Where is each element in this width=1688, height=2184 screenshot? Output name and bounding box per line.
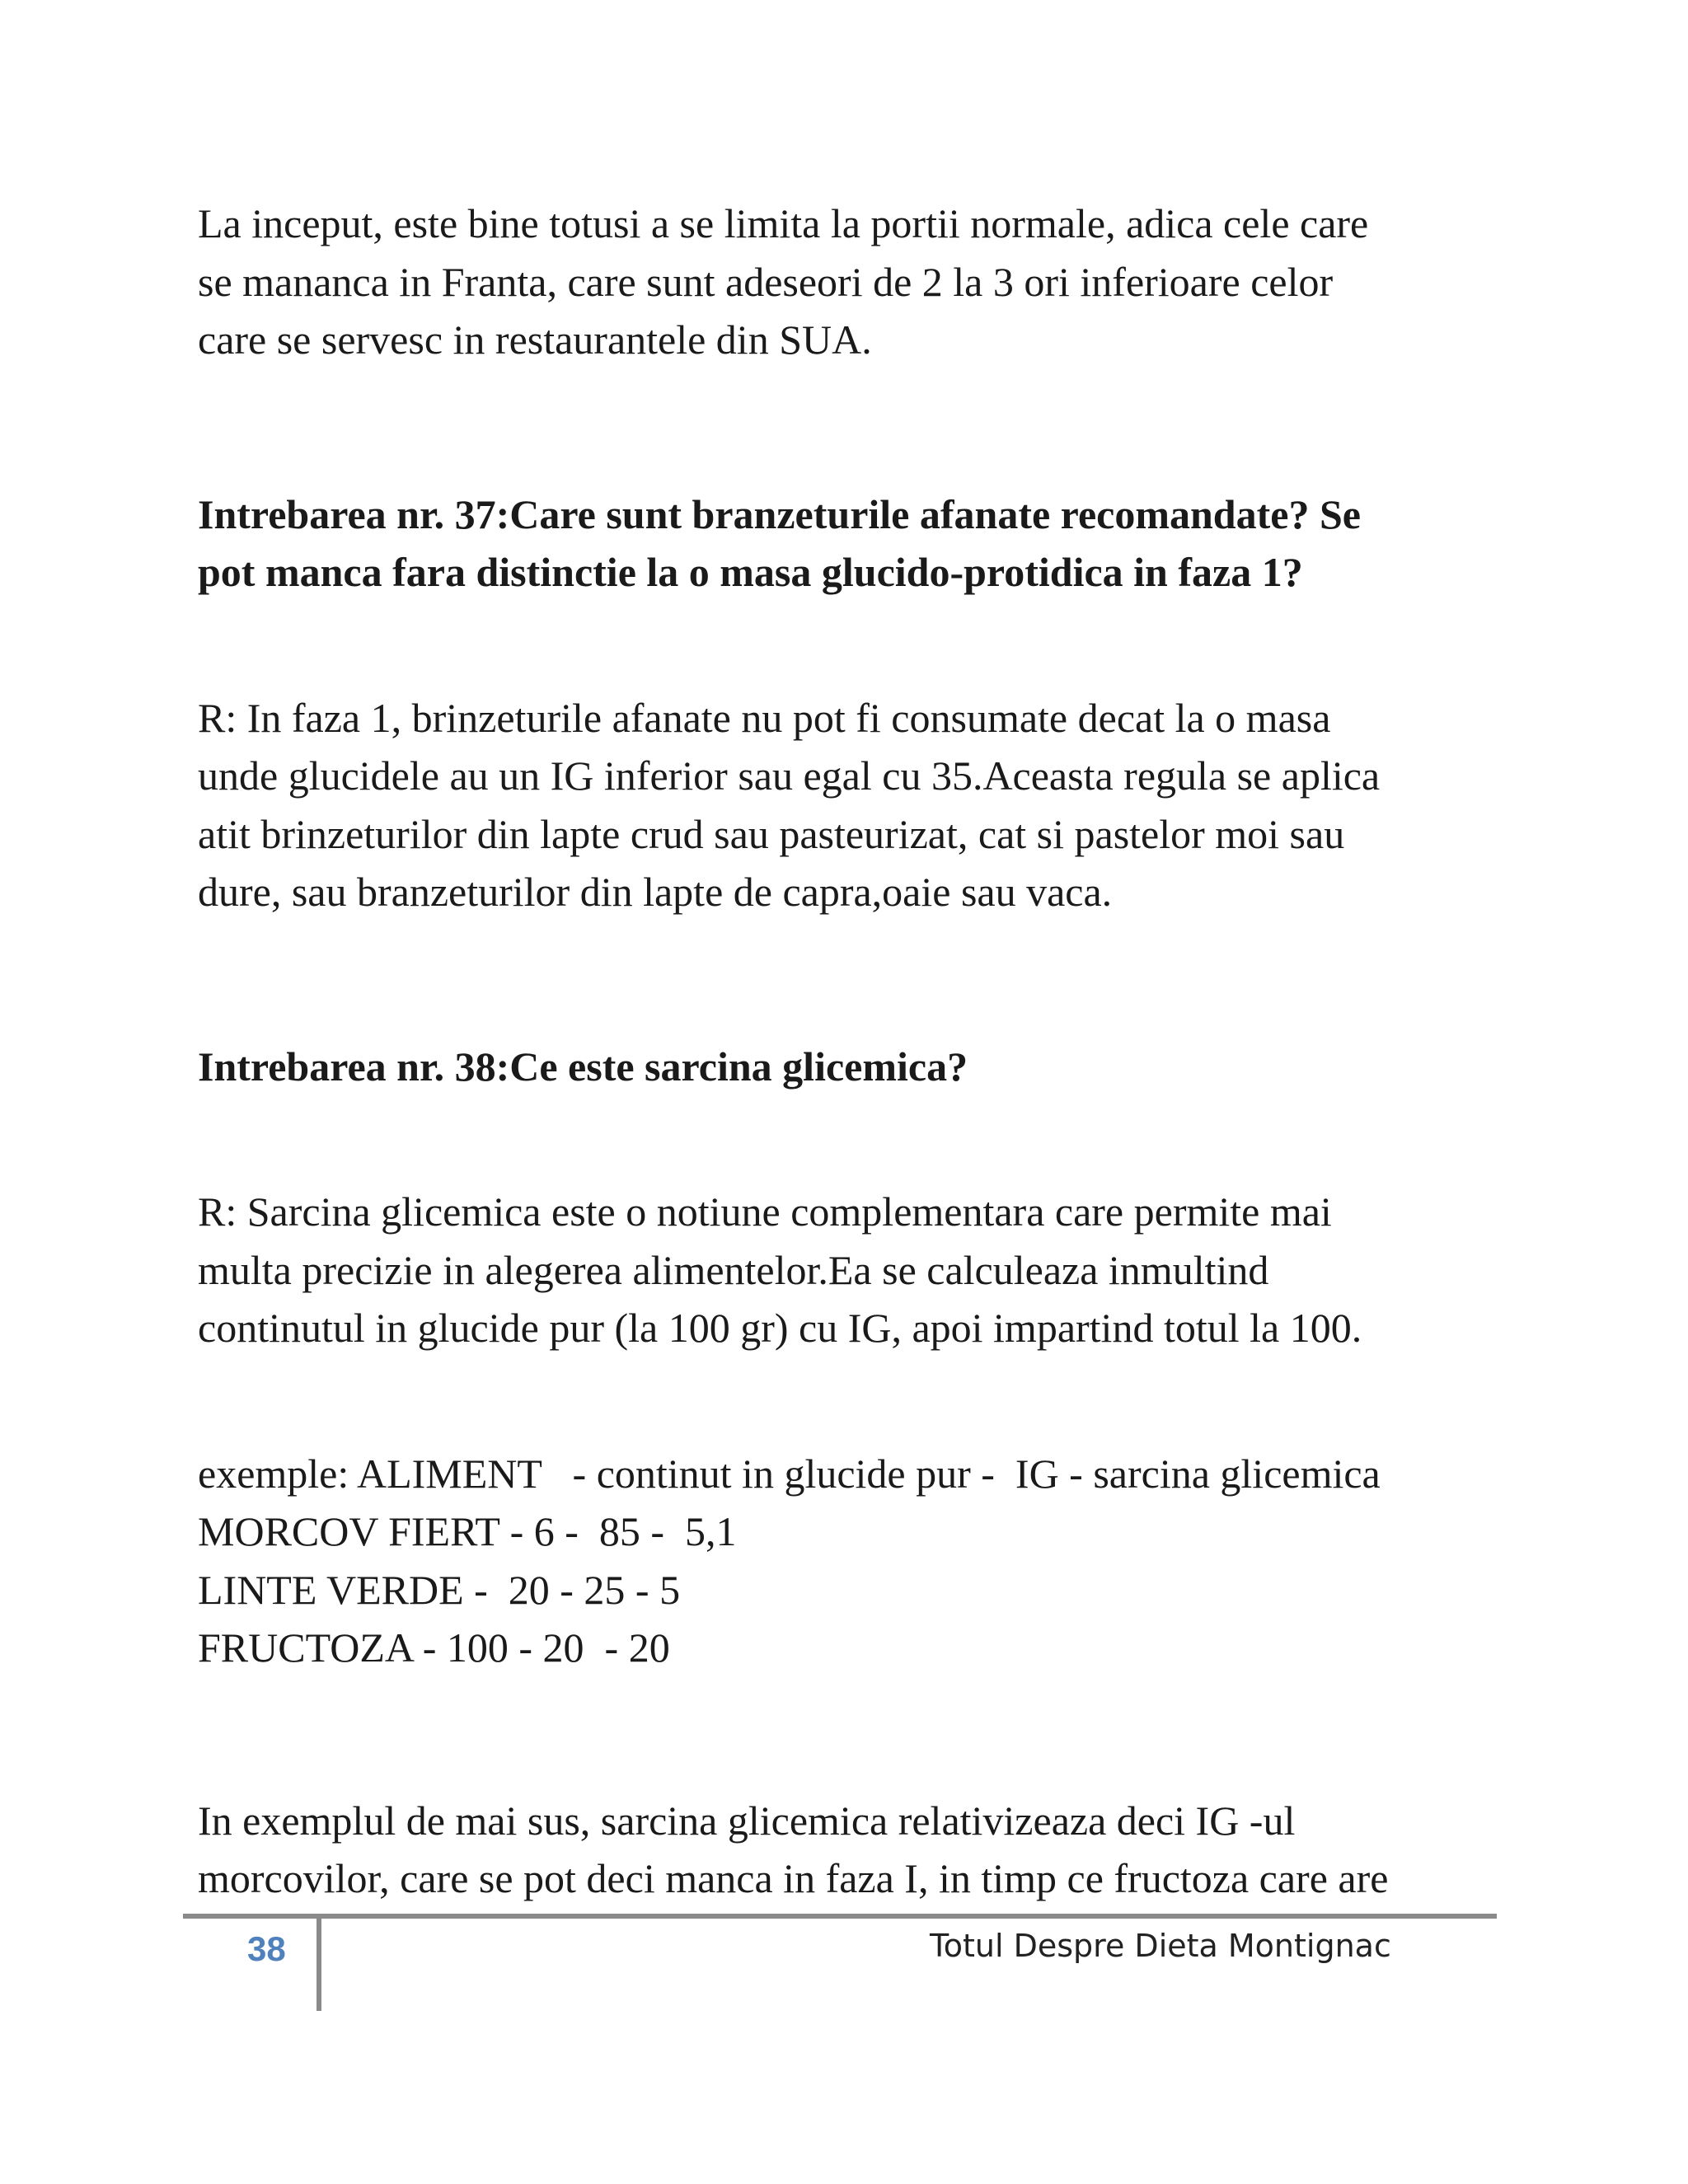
page-body [198, 194, 1517, 1908]
paragraph-line: continutul in glucide pur (la 100 gr) cu IG, apoi impartind totul la 100. [198, 1305, 1362, 1351]
example-line: MORCOV FIERT - 6 - 85 - 5,1 [198, 1508, 737, 1554]
question-37-heading [198, 485, 1517, 602]
example-line: LINTE VERDE - 20 - 25 - 5 [198, 1566, 681, 1613]
question-38-heading [198, 1038, 1517, 1096]
examples-header-line: exemple: ALIMENT - continut in glucide pur - IG - sarcina glicemica [198, 1450, 1381, 1497]
paragraph-line: se mananca in Franta, care sunt adeseori de 2 la 3 ori inferioare celor [198, 258, 1334, 305]
answer-37-paragraph [198, 689, 1517, 921]
paragraph-line: In exemplul de mai sus, sarcina glicemica relativizeaza deci IG -ul [198, 1797, 1296, 1844]
example-line: FRUCTOZA - 100 - 20 - 20 [198, 1624, 670, 1671]
paragraph-line: multa precizie in alegerea alimentelor.Ea se calculeaza inmultind [198, 1246, 1269, 1293]
footer-vertical-divider [316, 1919, 321, 2011]
intro-paragraph [198, 194, 1517, 369]
paragraph-line: morcovilor, care se pot deci manca in faza I, in timp ce fructoza care are [198, 1855, 1389, 1901]
paragraph-line: dure, sau branzeturilor din lapte de capra,oaie sau vaca. [198, 869, 1113, 915]
footer-divider [183, 1914, 1497, 1919]
paragraph-line: R: Sarcina glicemica este o notiune complementara care permite mai [198, 1188, 1332, 1235]
paragraph-line: R: In faza 1, brinzeturile afanate nu pot fi consumate decat la o masa [198, 694, 1331, 741]
heading-line: Intrebarea nr. 38:Ce este sarcina glicemica? [198, 1043, 968, 1090]
paragraph-line: atit brinzeturilor din lapte crud sau pasteurizat, cat si pastelor moi sau [198, 810, 1345, 857]
paragraph-line: unde glucidele au un IG inferior sau egal cu 35.Aceasta regula se aplica [198, 752, 1381, 799]
closing-paragraph [198, 1792, 1517, 1908]
heading-line: pot manca fara distinctie la o masa glucido-protidica in faza 1? [198, 549, 1303, 595]
examples-list [198, 1445, 1517, 1677]
paragraph-line: La inceput, este bine totusi a se limita la portii normale, adica cele care [198, 200, 1369, 246]
paragraph-line: care se servesc in restaurantele din SUA. [198, 316, 872, 363]
answer-38-paragraph [198, 1183, 1517, 1357]
running-title: Totul Despre Dieta Montignac [930, 1928, 1391, 1964]
heading-line: Intrebarea nr. 37:Care sunt branzeturile afanate recomandate? Se [198, 490, 1361, 537]
page-number: 38 [247, 1929, 286, 1968]
